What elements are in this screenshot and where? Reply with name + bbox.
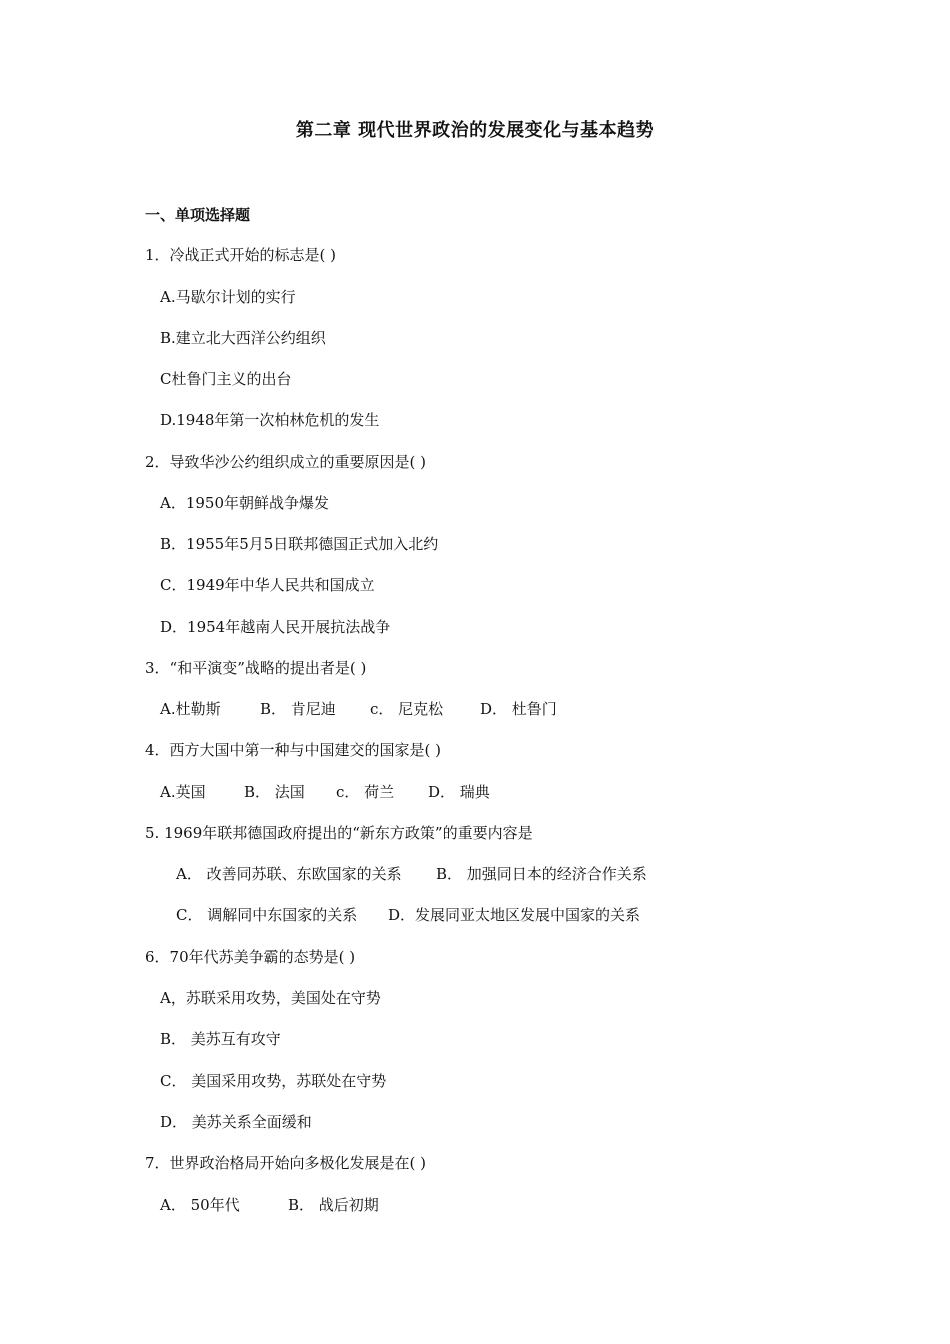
question-3-stem: 3．“和平演变”战略的提出者是( ): [145, 659, 367, 677]
question-5-stem: 5. 1969年联邦德国政府提出的“新东方政策”的重要内容是: [145, 824, 533, 842]
question-2-option-d: D．1954年越南人民开展抗法战争: [160, 618, 391, 636]
question-2-option-c: C．1949年中华人民共和国成立: [160, 576, 375, 594]
question-6-option-c: C． 美国采用攻势，苏联处在守势: [160, 1072, 387, 1090]
question-3-option-a: A.杜勒斯: [160, 700, 221, 718]
question-3-options: [160, 699, 557, 719]
question-7-stem: 7．世界政治格局开始向多极化发展是在( ): [145, 1154, 427, 1172]
question-1-stem: 1．冷战正式开始的标志是( ): [145, 246, 337, 264]
question-5-option-c: C． 调解同中东国家的关系: [176, 906, 358, 924]
question-4-options: [160, 782, 490, 802]
question-7-option-a: A． 50年代: [160, 1196, 240, 1214]
question-4-option-a: A.英国: [160, 783, 206, 801]
question-7-options: [160, 1195, 379, 1215]
question-1-option-c: C杜鲁门主义的出台: [160, 370, 292, 388]
question-2-stem: 2．导致华沙公约组织成立的重要原因是( ): [145, 453, 427, 471]
question-4-option-c: c． 荷兰: [336, 783, 395, 801]
question-3-option-d: D． 杜鲁门: [480, 700, 557, 718]
question-1-option-a: A.马歇尔计划的实行: [160, 288, 296, 306]
question-1-option-b: B.建立北大西洋公约组织: [160, 329, 326, 347]
question-5-option-b: B． 加强同日本的经济合作关系: [436, 865, 647, 883]
page-title: 第二章 现代世界政治的发展变化与基本趋势: [295, 120, 655, 141]
question-6-option-b: B． 美苏互有攻守: [160, 1030, 281, 1048]
question-5-option-d: D．发展同亚太地区发展中国家的关系: [388, 906, 641, 924]
question-2-option-a: A．1950年朝鲜战争爆发: [160, 494, 330, 512]
question-6-stem: 6．70年代苏美争霸的态势是( ): [145, 948, 356, 966]
question-4-option-d: D． 瑞典: [428, 783, 490, 801]
question-6-option-d: D． 美苏关系全面缓和: [160, 1113, 312, 1131]
question-5-options-row-2: [176, 905, 640, 925]
question-5-options-row-1: [176, 864, 647, 884]
question-4-option-b: B． 法国: [244, 783, 305, 801]
question-5-option-a: A． 改善同苏联、东欧国家的关系: [176, 865, 402, 883]
section-heading: 一、单项选择题: [145, 206, 251, 224]
question-7-option-b: B． 战后初期: [288, 1196, 379, 1214]
question-3-option-c: c． 尼克松: [370, 700, 444, 718]
question-4-stem: 4．西方大国中第一种与中国建交的国家是( ): [145, 741, 442, 759]
question-1-option-d: D.1948年第一次柏林危机的发生: [160, 411, 380, 429]
question-3-option-b: B． 肯尼迪: [260, 700, 336, 718]
question-2-option-b: B．1955年5月5日联邦德国正式加入北约: [160, 535, 439, 553]
question-6-option-a: A，苏联采用攻势，美国处在守势: [160, 989, 381, 1007]
